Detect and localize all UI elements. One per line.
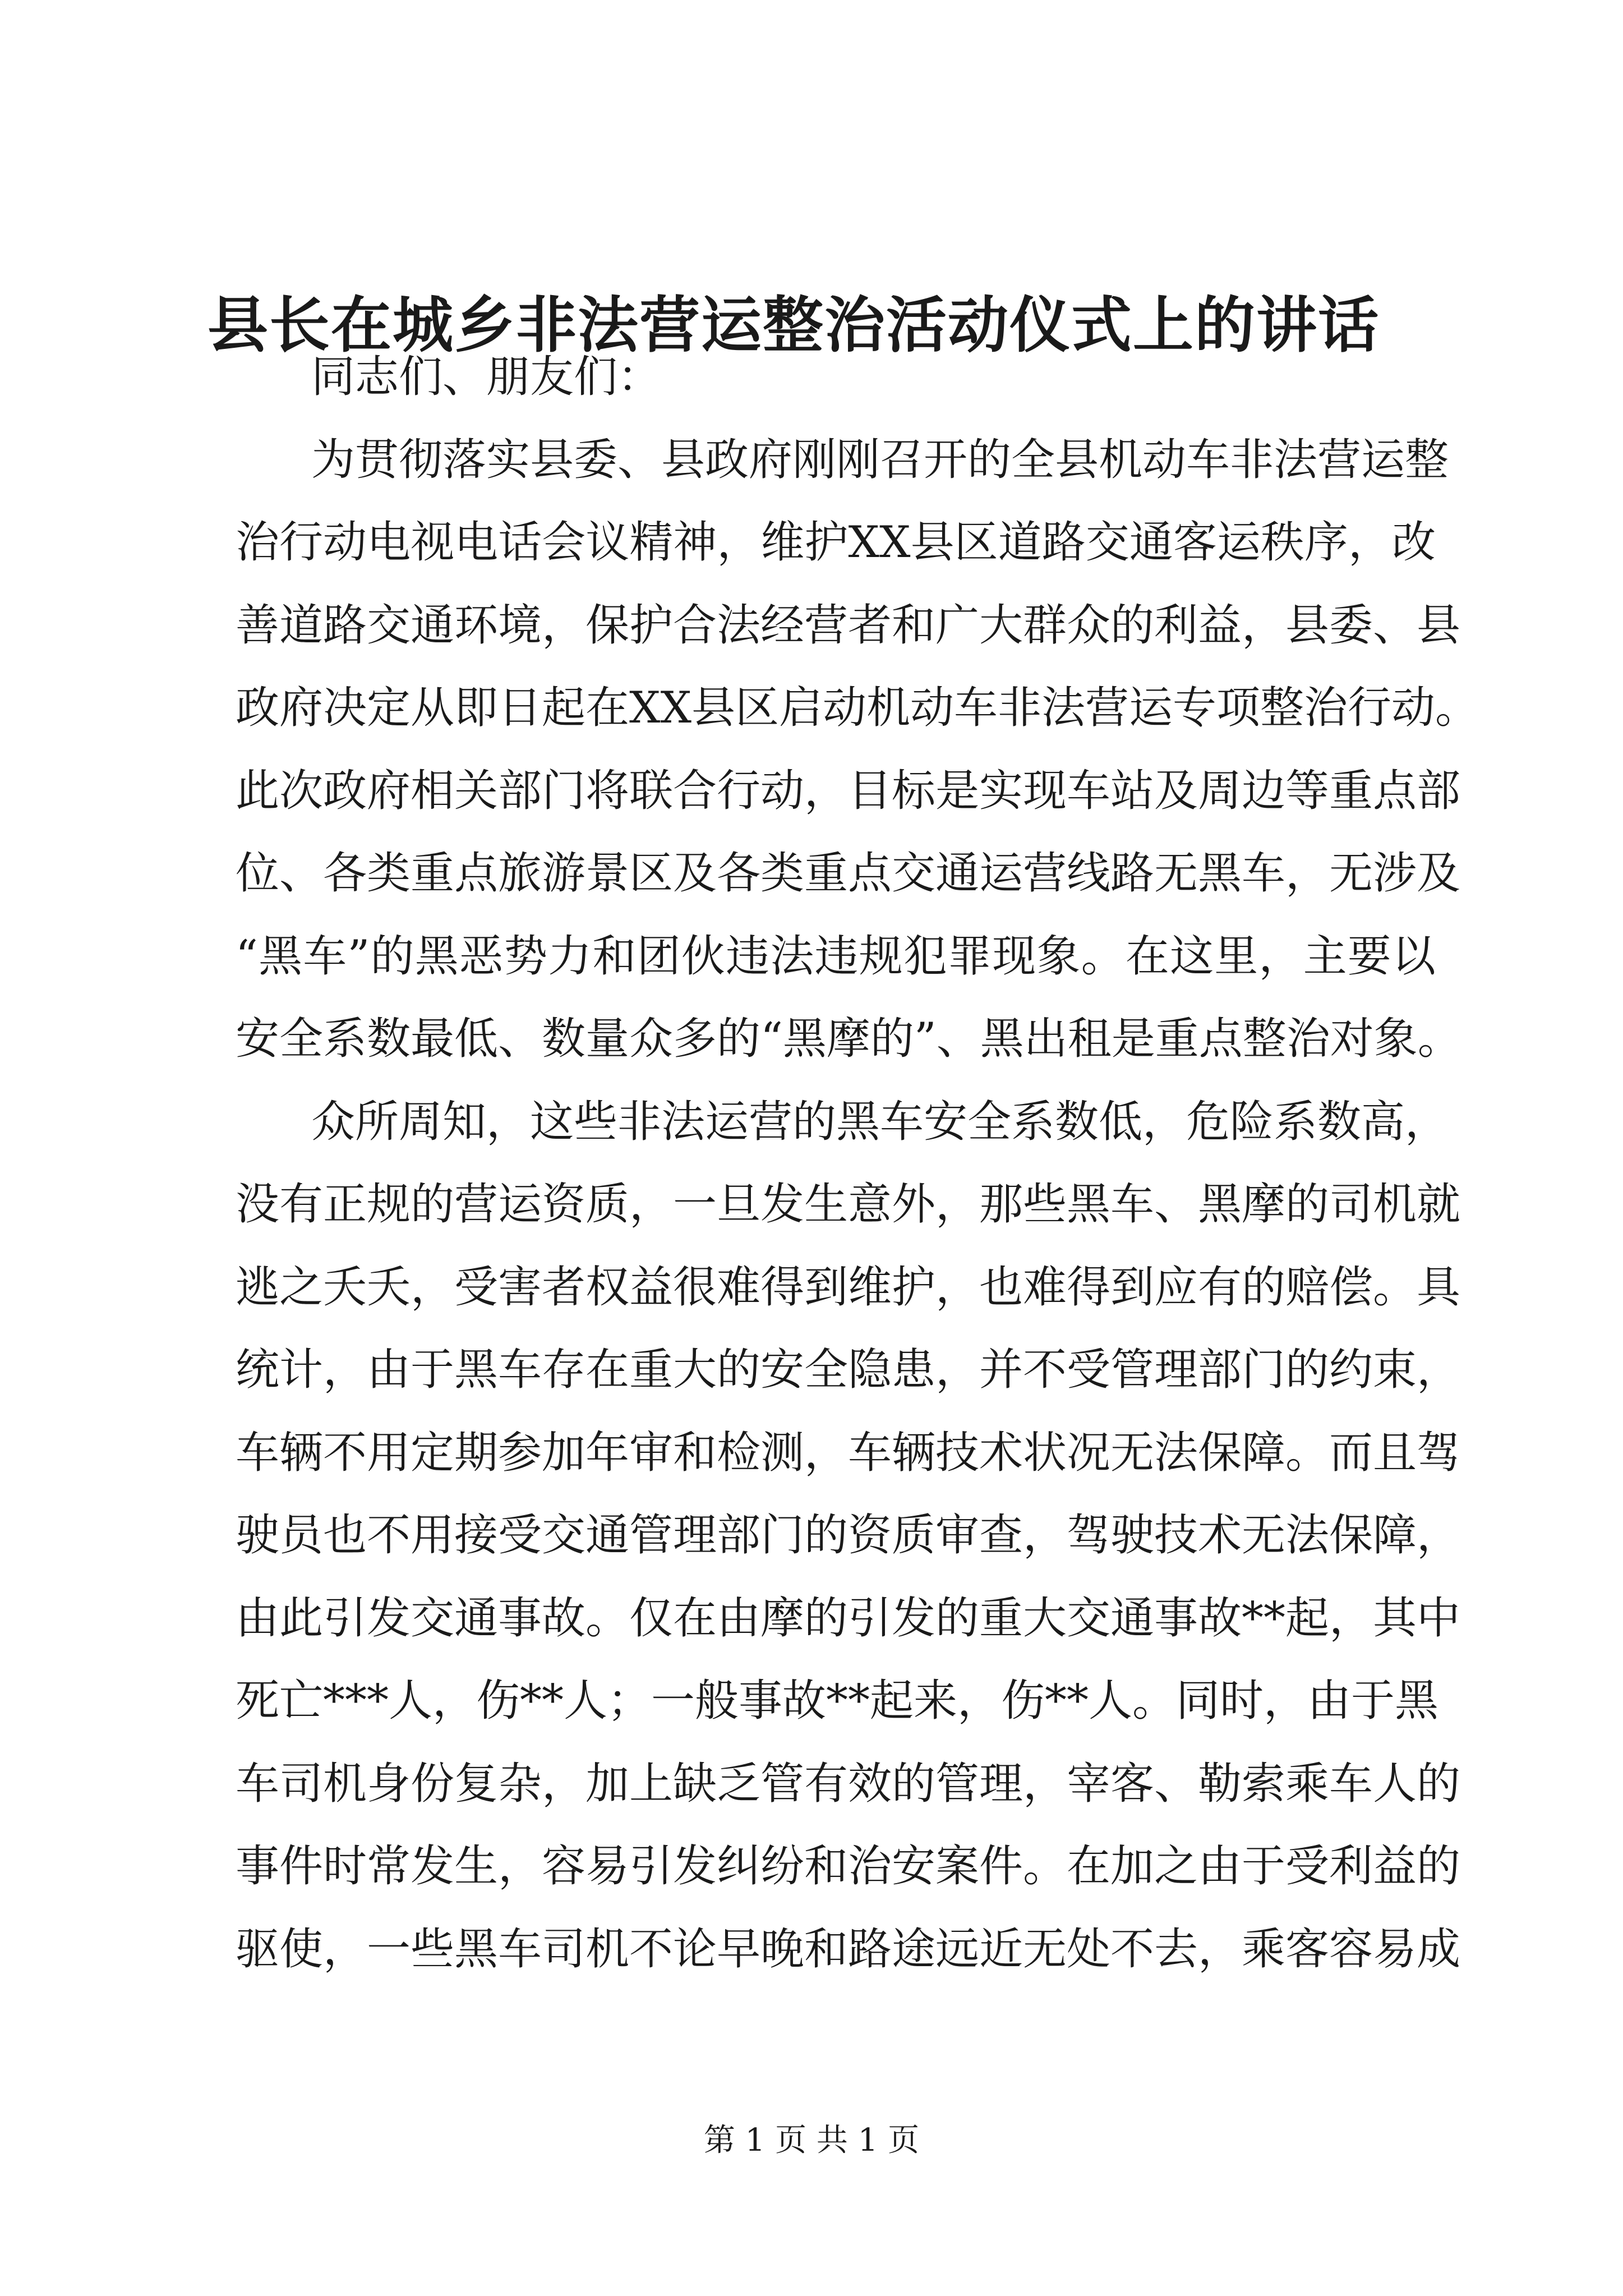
paragraph-line: 车司机身份复杂，加上缺乏管有效的管理，宰客、勒索乘车人的: [236, 1759, 1461, 1809]
paragraph-line: 事件时常发生，容易引发纠纷和治安案件。在加之由于受利益的: [236, 1841, 1461, 1892]
paragraph-line: 没有正规的营运资质，一旦发生意外，那些黑车、黑摩的司机就: [236, 1179, 1461, 1230]
paragraph-line: 善道路交通环境，保护合法经营者和广大群众的利益，县委、县: [236, 600, 1461, 651]
paragraph-line: 众所周知，这些非法运营的黑车安全系数低，危险系数高，: [311, 1097, 1449, 1147]
document-title: 县长在城乡非法营运整治活动仪式上的讲话: [208, 290, 1380, 361]
paragraph-line: 治行动电视电话会议精神，维护XX县区道路交通客运秩序，改: [236, 517, 1436, 568]
paragraph-line: 统计，由于黑车存在重大的安全隐患，并不受管理部门的约束，: [236, 1345, 1461, 1395]
paragraph-line: 安全系数最低、数量众多的“黑摩的”、黑出租是重点整治对象。: [236, 1014, 1461, 1064]
paragraph-line: 逃之夭夭，受害者权益很难得到维护，也难得到应有的赔偿。具: [236, 1262, 1461, 1313]
paragraph-line: 驶员也不用接受交通管理部门的资质审查，驾驶技术无法保障，: [236, 1510, 1461, 1561]
paragraph-line: 政府决定从即日起在XX县区启动机动车非法营运专项整治行动。: [236, 683, 1479, 733]
paragraph-line: 为贯彻落实县委、县政府刚刚召开的全县机动车非法营运整: [311, 435, 1449, 485]
page-footer: 第 1 页 共 1 页: [703, 2122, 920, 2159]
paragraph-line: 由此引发交通事故。仅在由摩的引发的重大交通事故**起，其中: [236, 1593, 1461, 1644]
paragraph-line: 死亡***人，伤**人；一般事故**起来，伤**人。同时，由于黑: [236, 1676, 1439, 1726]
paragraph-line: “黑车”的黑恶势力和团伙违法违规犯罪现象。在这里，主要以: [236, 931, 1436, 982]
paragraph-line: 车辆不用定期参加年审和检测，车辆技术状况无法保障。而且驾: [236, 1428, 1461, 1478]
paragraph-line: 此次政府相关部门将联合行动，目标是实现车站及周边等重点部: [236, 766, 1461, 816]
paragraph-line: 位、各类重点旅游景区及各类重点交通运营线路无黑车，无涉及: [236, 848, 1461, 899]
greeting-line: 同志们、朋友们：: [311, 352, 662, 402]
paragraph-line: 驱使，一些黑车司机不论早晚和路途远近无处不去，乘客容易成: [236, 1924, 1461, 1975]
